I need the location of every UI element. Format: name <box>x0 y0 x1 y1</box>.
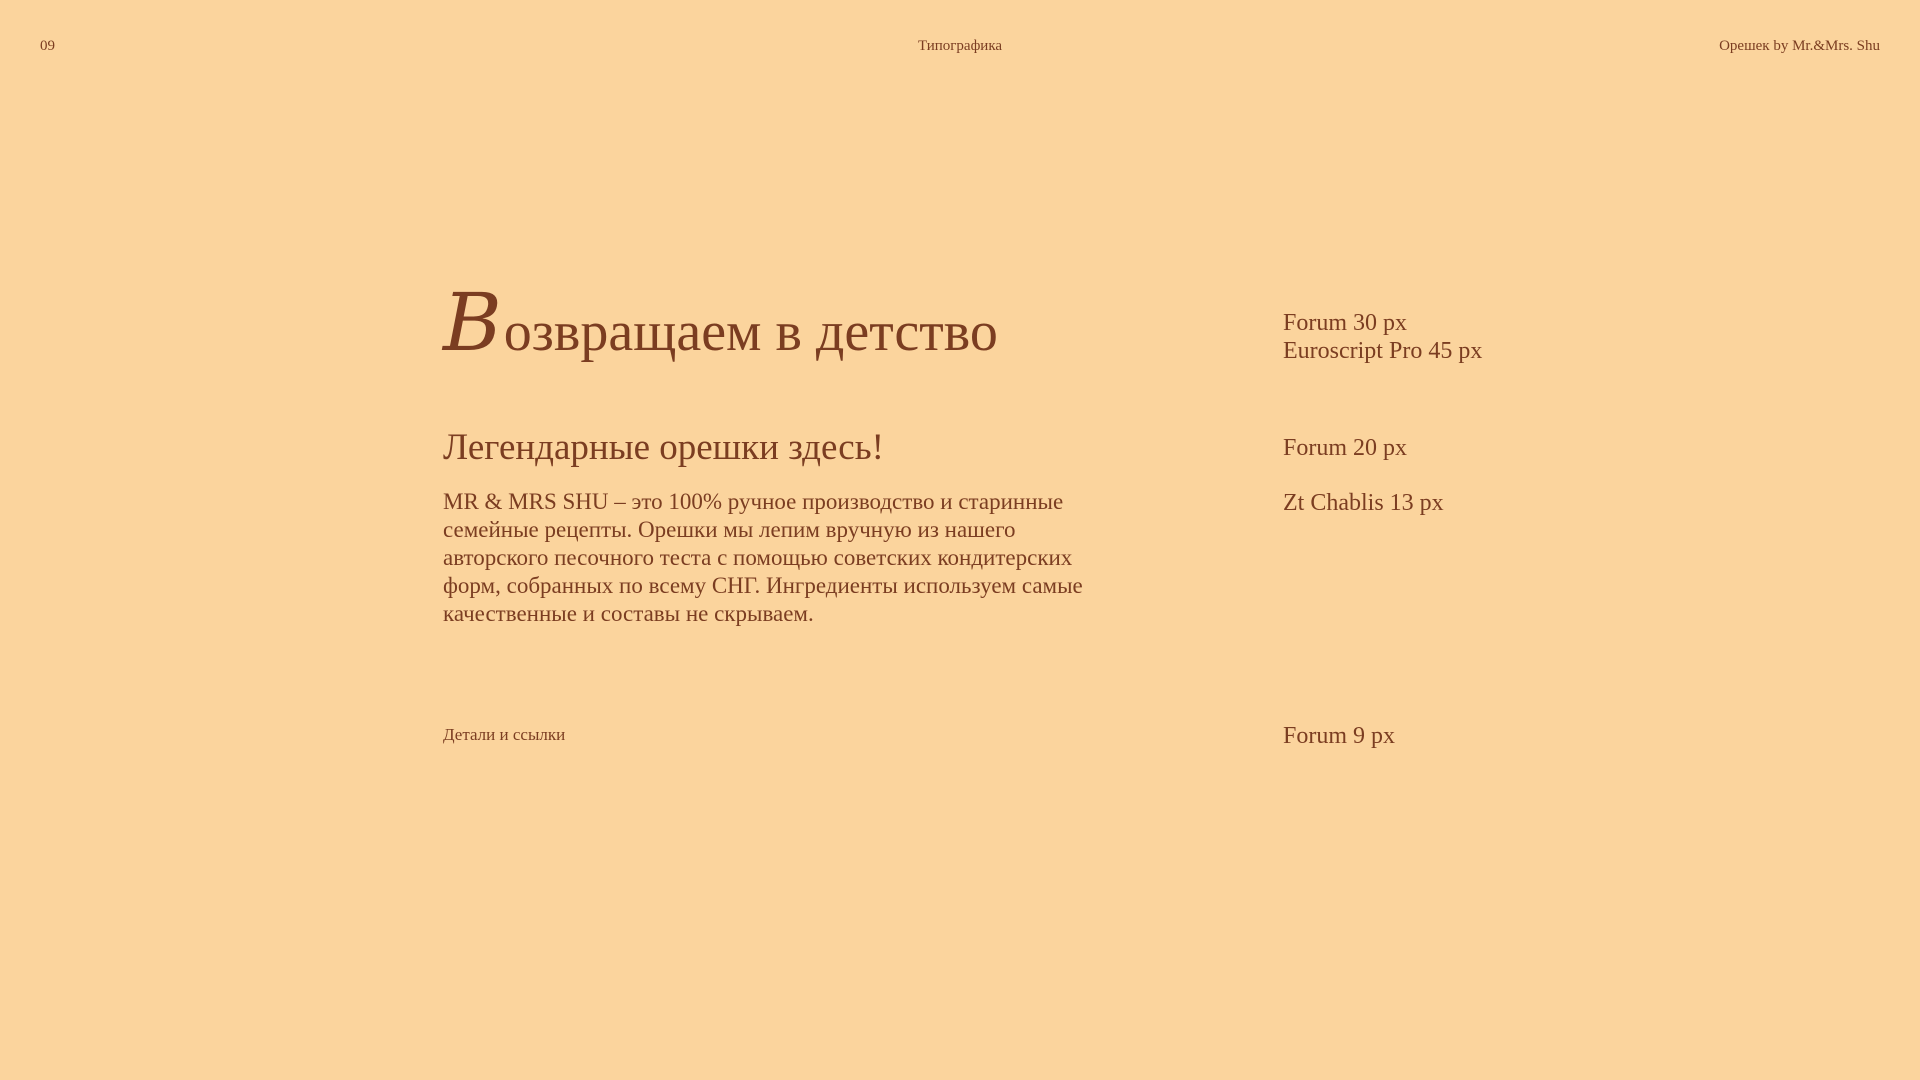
subheading: Легендарные орешки здесь! <box>443 427 884 468</box>
hero-title-text: озвращаем в детство <box>503 301 998 363</box>
brand-name: Орешек by Mr.&Mrs. Shu <box>1719 38 1880 54</box>
section-title: Типографика <box>917 38 1003 54</box>
body-font-spec: Zt Chablis 13 px <box>1283 490 1444 516</box>
page-number: 09 <box>40 38 55 54</box>
page-header <box>40 38 1880 62</box>
details-link-text: Детали и ссылки <box>443 725 566 744</box>
hero-font-specs <box>1283 309 1723 365</box>
body-paragraph: MR & MRS SHU – это 100% ручное производство и старинные семейные рецепты. Орешки мы лепим вручную из нашего авторского песочного теста с помощью советских кондитерских форм, собранных по всему СНГ. Ингредиенты используем самые качественные и составы не скрываем. <box>443 489 1083 626</box>
footnote-font-spec: Forum 9 px <box>1283 723 1396 749</box>
subheading-font-spec: Forum 20 px <box>1283 435 1408 461</box>
hero-font-spec-primary: Forum 30 px <box>1283 310 1408 336</box>
hero-title <box>443 276 1103 369</box>
hero-title-script-letter: В <box>443 276 504 369</box>
hero-font-spec-script: Euroscript Pro 45 px <box>1283 338 1483 364</box>
